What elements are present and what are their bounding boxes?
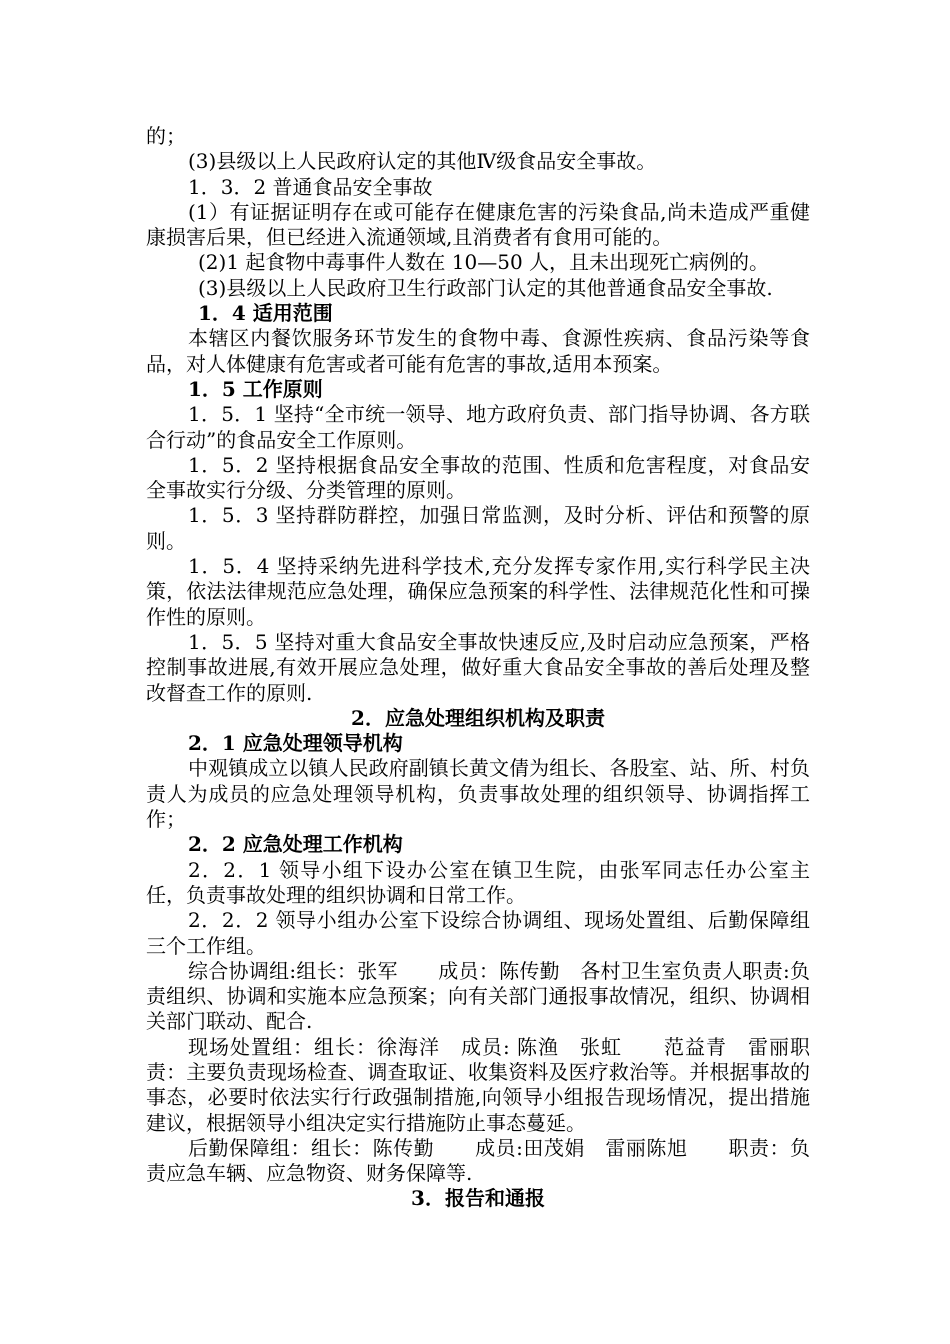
section-heading: 1．4 适用范围 <box>198 301 333 326</box>
paragraph: 1．5．1 坚持“全市统一领导、地方政府负责、部门指导协调、各方联合行动”的食品安全工作原则。 <box>146 402 810 452</box>
paragraph: 1．5．4 坚持采纳先进科学技术,充分发挥专家作用,实行科学民主决策，依法法律规范应急处理，确保应急预案的科学性、法律规范化性和可操作性的原则。 <box>146 554 810 629</box>
paragraph: 后勤保障组：组长：陈传勤 成员:田茂娟 雷丽陈旭 职责：负责应急车辆、应急物资、财务保障等. <box>146 1135 810 1186</box>
paragraph: 综合协调组:组长：张军 成员：陈传勤 各村卫生室负责人职责:负责组织、协调和实施本应急预案；向有关部门通报事故情况，组织、协调相关部门联动、配合. <box>146 958 810 1034</box>
section-heading: 1．5 工作原则 <box>188 376 323 401</box>
paragraph: 2．2．2 领导小组办公室下设综合协调组、现场处置组、后勤保障组三个工作组。 <box>146 908 810 958</box>
section-heading: 2．2 应急处理工作机构 <box>188 832 403 857</box>
paragraph: (3)县级以上人民政府认定的其他Ⅳ级食品安全事故。 <box>188 149 657 174</box>
paragraph: 1．5．2 坚持根据食品安全事故的范围、性质和危害程度，对食品安全事故实行分级、分类管理的原则。 <box>146 452 810 503</box>
paragraph: (3)县级以上人民政府卫生行政部门认定的其他普通食品安全事故. <box>198 275 773 300</box>
paragraph: 1．3．2 普通食品安全事故 <box>188 174 433 199</box>
paragraph: (1）有证据证明存在或可能存在健康危害的污染食品,尚未造成严重健康损害后果，但已经进入流通领域,且消费者有食用可能的。 <box>146 199 810 250</box>
paragraph: (2)1 起食物中毒事件人数在 10—50 人，且未出现死亡病例的。 <box>198 250 770 275</box>
paragraph: 中观镇成立以镇人民政府副镇长黄文倩为组长、各股室、站、所、村负责人为成员的应急处理领导机构，负责事故处理的组织领导、协调指挥工作； <box>146 756 810 832</box>
paragraph: 1．5．3 坚持群防群控，加强日常监测，及时分析、评估和预警的原则。 <box>146 503 810 553</box>
paragraph: 1．5．5 坚持对重大食品安全事故快速反应,及时启动应急预案，严格控制事故进展,有效开展应急处理，做好重大食品安全事故的善后处理及整改督查工作的原则. <box>146 629 810 705</box>
document-body <box>146 124 810 1212</box>
paragraph: 2．2．1 领导小组下设办公室在镇卫生院，由张军同志任办公室主任，负责事故处理的组织协调和日常工作。 <box>146 857 810 907</box>
section-heading: 2．1 应急处理领导机构 <box>188 731 403 756</box>
paragraph-continuation: 的； <box>146 124 186 148</box>
chapter-heading: 2．应急处理组织机构及职责 <box>351 705 605 730</box>
paragraph: 本辖区内餐饮服务环节发生的食物中毒、食源性疾病、食品污染等食品，对人体健康有危害或者可能有危害的事故,适用本预案。 <box>146 326 810 376</box>
chapter-heading: 3．报告和通报 <box>411 1186 545 1211</box>
paragraph: 现场处置组：组长：徐海洋 成员: 陈渔 张虹 范益青 雷丽职责：主要负责现场检查、调查取证、收集资料及医疗救治等。并根据事故的事态，必要时依法实行行政强制措施,向领导小组报告现场情况，提出措施建议，根据领导小组决定实行措施防止事态蔓延。 <box>146 1034 810 1135</box>
